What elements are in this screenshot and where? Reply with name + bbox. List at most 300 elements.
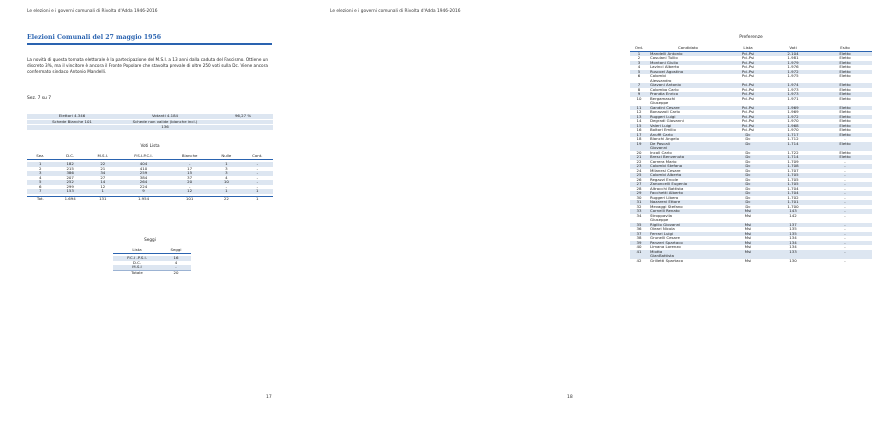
- votes-cell: 1: [211, 189, 242, 194]
- seggi-header-cell: Lista: [113, 248, 161, 253]
- preferences-cell: Msi: [728, 250, 768, 255]
- seggi-cell: P.C.I -P.S.I.: [113, 256, 161, 261]
- preferences-cell: 10: [630, 97, 648, 102]
- votes-cell: 259: [119, 171, 168, 176]
- preferences-cell: 1.705: [768, 178, 818, 183]
- preferences-cell: Eletto: [818, 119, 872, 124]
- votes-cell: -: [242, 171, 273, 176]
- preferences-cell: -: [818, 196, 872, 201]
- preferences-cell: Msi: [728, 227, 768, 232]
- preferences-cell: Pci-Psi: [728, 65, 768, 70]
- votes-cell: 3: [27, 171, 54, 176]
- preferences-cell: Giuseppe: [648, 218, 728, 223]
- preferences-cell: Blanchi Angelo: [648, 137, 728, 142]
- preferences-cell: Dc: [728, 160, 768, 165]
- preferences-cell: 7: [630, 83, 648, 88]
- preferences-cell: 16: [630, 128, 648, 133]
- preferences-cell: 19: [630, 142, 648, 147]
- votes-total-cell: 1.694: [54, 197, 87, 202]
- preferences-cell: Facchetti Alberto: [648, 191, 728, 196]
- summary-row-3: [27, 125, 273, 131]
- right-page: [300, 0, 851, 424]
- schede-bianche: Schede Bianche 101: [27, 119, 117, 125]
- preferences-cell: 1.709: [768, 160, 818, 165]
- running-head-right: Le elezioni e i governi comunali di Rivolta d'Adda 1946-2016: [330, 9, 461, 14]
- preferences-cell: Pci-Psi: [728, 106, 768, 111]
- preferences-cell: 1.973: [768, 88, 818, 93]
- seggi-header-cell: Seggi: [161, 248, 191, 253]
- preferences-cell: Eletto: [818, 110, 872, 115]
- preferences-cell: Eletto: [818, 70, 872, 75]
- preferences-cell: 40: [630, 245, 648, 250]
- preferences-table: [630, 46, 872, 263]
- preferences-cell: Msi: [728, 214, 768, 219]
- preferences-cell: Colombi Alberto: [648, 173, 728, 178]
- preferences-cell: 1.972: [768, 70, 818, 75]
- preferences-cell: 38: [630, 236, 648, 241]
- preferences-cell: Nazareni Ettore: [648, 200, 728, 205]
- preferences-cell: 135: [768, 227, 818, 232]
- preferences-cell: 2: [630, 56, 648, 61]
- preferences-cell: Pci-Psi: [728, 70, 768, 75]
- preferences-cell: Giavani Antonio: [648, 83, 728, 88]
- seggi-cell: D.C.: [113, 261, 161, 266]
- votes-cell: 207: [54, 176, 87, 181]
- preferences-cell: 1.704: [768, 191, 818, 196]
- votes-cell: 410: [119, 167, 168, 172]
- preferences-cell: Dc: [728, 182, 768, 187]
- votes-total-cell: 101: [168, 197, 211, 202]
- preferences-cell: 8: [630, 88, 648, 93]
- votes-cell: -: [242, 185, 273, 190]
- preferences-cell: Eletto: [818, 133, 872, 138]
- preferences-cell: 1.974: [768, 83, 818, 88]
- preferences-cell: 37: [630, 232, 648, 237]
- page-title: Elezioni Comunali del 27 maggio 1956: [27, 34, 162, 41]
- title-rule: [27, 43, 272, 45]
- votes-cell: 17: [168, 167, 211, 172]
- preferences-cell: 5: [630, 70, 648, 75]
- votes-cell: -: [242, 176, 273, 181]
- votes-header-cell: D.C.: [54, 154, 87, 159]
- votes-total-cell: 1: [242, 197, 273, 202]
- votanti: Votanti 4.184: [117, 114, 213, 119]
- votes-cell: 384: [119, 176, 168, 181]
- preferences-cell: 1.973: [768, 92, 818, 97]
- preferences-cell: 1.708: [768, 164, 818, 169]
- preferences-cell: 1: [630, 51, 648, 56]
- preferences-cell: Dc: [728, 200, 768, 205]
- preferences-cell: 34: [630, 214, 648, 219]
- votes-cell: 20: [168, 180, 211, 185]
- preferences-cell: 41: [630, 250, 648, 255]
- preferences-cell: 6: [630, 74, 648, 79]
- seggi-table: [113, 248, 191, 275]
- votes-table: [27, 154, 273, 202]
- preferences-cell: Pci-Psi: [728, 128, 768, 133]
- preferences-cell: 1.970: [768, 128, 818, 133]
- preferences-cell: Gandini Cesare: [648, 106, 728, 111]
- preferences-cell: Prandia Enrico: [648, 92, 728, 97]
- votes-cell: 3: [211, 167, 242, 172]
- preferences-cell: 1.972: [768, 115, 818, 120]
- preferences-cell: Eletto: [818, 56, 872, 61]
- preferences-cell: GianBattista: [648, 254, 728, 259]
- preferences-cell: Incoll Carlo: [648, 151, 728, 156]
- preferences-cell: -: [818, 250, 872, 255]
- preferences-cell: 28: [630, 187, 648, 192]
- votes-cell: 182: [54, 162, 87, 167]
- preferences-cell: Cornelli Renato: [648, 209, 728, 214]
- preferences-cell: Altrocchi Battista: [648, 187, 728, 192]
- preferences-cell: Montani Giulio: [648, 61, 728, 66]
- votes-cell: -: [168, 162, 211, 167]
- preferences-cell: -: [818, 182, 872, 187]
- preferences-row: [630, 259, 872, 264]
- preferences-cell: Boltori Emilio: [648, 128, 728, 133]
- preferences-cell: -: [818, 191, 872, 196]
- preferences-cell: 3: [630, 61, 648, 66]
- preferences-cell: Eletto: [818, 61, 872, 66]
- preferences-cell: De Pascali: [648, 142, 728, 147]
- preferences-cell: 1.705: [768, 173, 818, 178]
- left-page: [0, 0, 300, 424]
- preferences-cell: 1.981: [768, 56, 818, 61]
- preferences-cell: 15: [630, 124, 648, 129]
- sections-label: Sez. 7 su 7: [27, 96, 52, 101]
- preferences-cell: -: [818, 241, 872, 246]
- preferences-cell: Bresci Benvenuto: [648, 155, 728, 160]
- preferences-cell: 1.971: [768, 97, 818, 102]
- votes-cell: 5: [27, 180, 54, 185]
- intro-paragraph: La novità di questa tornata elettorale è la partecipazione del M.S.I. a 13 anni dalla caduta del Fascismo. Ottiene un discreto 3%, ma il vincitore è ancora il Fronte Popolare che stavolta prevale di oltre 250 voti sulla Dc. Viene ancora confermato sindaco Antonio Mandelli.: [27, 57, 269, 75]
- preferences-cell: Ruscoei Agostino: [648, 70, 728, 75]
- preferences-cell: Valeri Luigi: [648, 124, 728, 129]
- votes-cell: 404: [119, 162, 168, 167]
- preferences-cell: Regazzi Ercole: [648, 178, 728, 183]
- preferences-cell: Pci-Psi: [728, 56, 768, 61]
- preferences-cell: 130: [768, 259, 818, 264]
- preferences-cell: 1.968: [768, 124, 818, 129]
- preferences-cell: -: [818, 160, 872, 165]
- preferences-cell: 134: [768, 241, 818, 246]
- preferences-cell: Ruggeri Luigi: [648, 115, 728, 120]
- votes-cell: 9: [119, 189, 168, 194]
- votes-total-cell: 131: [87, 197, 119, 202]
- preferences-cell: Msi: [728, 241, 768, 246]
- preferences-cell: 1.722: [768, 151, 818, 156]
- preferences-cell: 33: [630, 209, 648, 214]
- votes-cell: 21: [87, 167, 119, 172]
- preferences-cell: Miotta: [648, 250, 728, 255]
- preferences-cell: -: [818, 209, 872, 214]
- preferences-caption: Preferenze: [739, 35, 763, 40]
- preferences-cell: Ruggeri Libero: [648, 196, 728, 201]
- preferences-cell: Eletto: [818, 124, 872, 129]
- preferences-cell: 1.712: [768, 137, 818, 142]
- preferences-cell: 4: [630, 65, 648, 70]
- preferences-cell: -: [818, 245, 872, 250]
- preferences-cell: Bonazzoli Carlo: [648, 110, 728, 115]
- preferences-cell: Alessandro: [648, 79, 728, 84]
- preferences-cell: Pci-Psi: [728, 110, 768, 115]
- votes-cell: 215: [54, 167, 87, 172]
- preferences-cell: Eletto: [818, 83, 872, 88]
- preferences-cell: 1.970: [768, 119, 818, 124]
- seggi-caption: Seggi: [144, 237, 156, 242]
- preferences-cell: Dc: [728, 151, 768, 156]
- preferences-cell: 35: [630, 223, 648, 228]
- preferences-cell: Pci-Psi: [728, 83, 768, 88]
- preferences-cell: Pci-Psi: [728, 124, 768, 129]
- seggi-total-row: [113, 270, 191, 275]
- page-number-right: 18: [567, 395, 573, 400]
- preferences-cell: 1.969: [768, 106, 818, 111]
- votes-header-cell: Sez.: [27, 154, 54, 159]
- preferences-cell: 1.714: [768, 155, 818, 160]
- schede-non-valide: Schede non valide (bianche incl.): [117, 119, 213, 125]
- preferences-header-cell: Lista: [728, 46, 768, 51]
- preferences-cell: 135: [768, 232, 818, 237]
- preferences-cell: 22: [630, 160, 648, 165]
- votes-cell: 6: [27, 185, 54, 190]
- preferences-cell: Pci-Psi: [728, 74, 768, 79]
- votes-cell: 4: [211, 176, 242, 181]
- preferences-cell: 13: [630, 115, 648, 120]
- preferences-cell: 1.705: [768, 182, 818, 187]
- preferences-cell: 39: [630, 241, 648, 246]
- preferences-cell: Dc: [728, 196, 768, 201]
- preferences-cell: Dc: [728, 205, 768, 210]
- preferences-cell: -: [818, 187, 872, 192]
- running-head-left: Le elezioni e i governi comunali di Rivolta d'Adda 1946-2016: [27, 9, 158, 14]
- votes-cell: 264: [119, 180, 168, 185]
- preferences-cell: Msi: [728, 245, 768, 250]
- preferences-cell: 137: [768, 223, 818, 228]
- preferences-cell: Pci-Psi: [728, 51, 768, 56]
- preferences-cell: Eletto: [818, 51, 872, 56]
- preferences-cell: Dc: [728, 169, 768, 174]
- preferences-cell: Msi: [728, 236, 768, 241]
- preferences-cell: Pci-Psi: [728, 119, 768, 124]
- preferences-cell: Limana Lorenzo: [648, 245, 728, 250]
- turnout-percent: 96,27 %: [213, 114, 273, 119]
- preferences-cell: Pci-Psi: [728, 88, 768, 93]
- votes-cell: 252: [54, 180, 87, 185]
- preferences-cell: Oleari Nicola: [648, 227, 728, 232]
- preferences-cell: -: [818, 223, 872, 228]
- preferences-cell: 1.702: [768, 196, 818, 201]
- preferences-cell: Dc: [728, 173, 768, 178]
- preferences-cell: -: [818, 214, 872, 219]
- votes-cell: 1: [87, 189, 119, 194]
- preferences-cell: Bergamaschi: [648, 97, 728, 102]
- votes-cell: 3: [211, 171, 242, 176]
- preferences-cell: 1.975: [768, 74, 818, 79]
- preferences-cell: Msi: [728, 232, 768, 237]
- preferences-cell: Dc: [728, 133, 768, 138]
- preferences-cell: Dc: [728, 187, 768, 192]
- preferences-cell: Dc: [728, 142, 768, 147]
- preferences-cell: -: [818, 178, 872, 183]
- preferences-cell: Dc: [728, 164, 768, 169]
- preferences-cell: Giovanni: [648, 146, 728, 151]
- preferences-cell: 12: [630, 110, 648, 115]
- preferences-cell: Eletto: [818, 65, 872, 70]
- preferences-cell: 1.717: [768, 133, 818, 138]
- votes-cell: 34: [87, 171, 119, 176]
- preferences-cell: Zanoncelli Eugenio: [648, 182, 728, 187]
- votes-header-cell: M.S.I.: [87, 154, 119, 159]
- preferences-cell: 142: [768, 214, 818, 219]
- votes-total-cell: 1.954: [119, 197, 168, 202]
- preferences-cell: Colombi: [648, 74, 728, 79]
- preferences-cell: -: [818, 259, 872, 264]
- preferences-cell: Eletto: [818, 97, 872, 102]
- votes-cell: 37: [168, 176, 211, 181]
- preferences-cell: Pci-Psi: [728, 92, 768, 97]
- preferences-cell: Dc: [728, 155, 768, 160]
- preferences-cell: Eletto: [818, 74, 872, 79]
- seggi-cell: 16: [161, 256, 191, 261]
- preferences-cell: 134: [768, 245, 818, 250]
- preferences-cell: 9: [630, 92, 648, 97]
- preferences-cell: Eletto: [818, 115, 872, 120]
- seggi-total-cell: Totale: [113, 270, 161, 275]
- preferences-cell: 27: [630, 182, 648, 187]
- elettori: Elettori 4.346: [27, 114, 117, 119]
- preferences-cell: 1.701: [768, 200, 818, 205]
- page-number-left: 17: [266, 395, 272, 400]
- preferences-cell: 11: [630, 106, 648, 111]
- preferences-cell: Lavinci Alberto: [648, 65, 728, 70]
- preferences-cell: 133: [768, 250, 818, 255]
- votes-cell: -: [168, 185, 211, 190]
- preferences-cell: -: [818, 169, 872, 174]
- preferences-cell: Msi: [728, 223, 768, 228]
- preferences-cell: Eletto: [818, 151, 872, 156]
- preferences-cell: -: [818, 137, 872, 142]
- preferences-cell: Degradi Giovanni: [648, 119, 728, 124]
- preferences-cell: 30: [630, 196, 648, 201]
- votes-cell: 1: [242, 189, 273, 194]
- votes-cell: 12: [168, 189, 211, 194]
- preferences-header-cell: Voti: [768, 46, 818, 51]
- preferences-cell: 1.704: [768, 187, 818, 192]
- preferences-cell: Mevaggi Stefano: [648, 205, 728, 210]
- preferences-cell: 29: [630, 191, 648, 196]
- preferences-cell: Eletto: [818, 142, 872, 147]
- preferences-cell: 2.104: [768, 51, 818, 56]
- preferences-cell: 1.976: [768, 65, 818, 70]
- votes-cell: -: [242, 162, 273, 167]
- votes-cell: 27: [87, 176, 119, 181]
- preferences-cell: Msi: [728, 209, 768, 214]
- preferences-cell: 1.707: [768, 169, 818, 174]
- votes-cell: 153: [54, 189, 87, 194]
- seggi-cell: M.S.I: [113, 265, 161, 270]
- preferences-cell: Panzeri Spartaco: [648, 241, 728, 246]
- preferences-cell: -: [818, 164, 872, 169]
- votes-cell: -: [242, 180, 273, 185]
- preferences-cell: Colombi Stefano: [648, 164, 728, 169]
- votes-total-row: [27, 197, 273, 202]
- preferences-cell: 31: [630, 200, 648, 205]
- preferences-cell: Pci-Psi: [728, 115, 768, 120]
- preferences-cell: 32: [630, 205, 648, 210]
- preferences-cell: Eletto: [818, 106, 872, 111]
- preferences-cell: Cosulani Tullio: [648, 56, 728, 61]
- votes-header-cell: Cont.: [242, 154, 273, 159]
- preferences-cell: Milanesi Cesare: [648, 169, 728, 174]
- preferences-cell: Giuseppe: [648, 101, 728, 106]
- preferences-cell: Mandelli Antonio: [648, 51, 728, 56]
- preferences-cell: 1.979: [768, 61, 818, 66]
- preferences-cell: 1.714: [768, 142, 818, 147]
- votes-cell: -: [242, 167, 273, 172]
- preferences-cell: Pci-Psi: [728, 61, 768, 66]
- preferences-header-cell: Ord.: [630, 46, 648, 51]
- preferences-cell: 1.700: [768, 205, 818, 210]
- seggi-total-cell: 20: [161, 270, 191, 275]
- preferences-cell: Dc: [728, 137, 768, 142]
- preferences-cell: Eletto: [818, 128, 872, 133]
- preferences-cell: Pci-Psi: [728, 97, 768, 102]
- preferences-cell: Carrera Mario: [648, 160, 728, 165]
- votes-cell: 10: [211, 180, 242, 185]
- seggi-cell: 4: [161, 261, 191, 266]
- preferences-cell: 24: [630, 169, 648, 174]
- votes-cell: 7: [27, 189, 54, 194]
- preferences-cell: 143: [768, 209, 818, 214]
- preferences-cell: Grilletti Spartaco: [648, 259, 728, 264]
- votes-cell: 2: [27, 167, 54, 172]
- votes-cell: 22: [87, 162, 119, 167]
- votes-row: [27, 189, 273, 194]
- preferences-cell: Msi: [728, 259, 768, 264]
- schede-non-valide-value: 136: [117, 125, 213, 131]
- votes-cell: 15: [168, 171, 211, 176]
- preferences-cell: 36: [630, 227, 648, 232]
- preferences-cell: 14: [630, 119, 648, 124]
- votes-cell: 386: [54, 171, 87, 176]
- preferences-cell: 25: [630, 173, 648, 178]
- votes-caption: Voti Lista: [140, 143, 160, 148]
- preferences-header-cell: Esito: [818, 46, 872, 51]
- preferences-cell: Colombo Carlo: [648, 88, 728, 93]
- votes-header-row: [27, 154, 273, 159]
- preferences-cell: 26: [630, 178, 648, 183]
- preferences-cell: Ferrari Luigi: [648, 232, 728, 237]
- summary-table: [27, 114, 273, 131]
- votes-cell: 299: [54, 185, 87, 190]
- preferences-cell: -: [818, 227, 872, 232]
- preferences-cell: 134: [768, 236, 818, 241]
- votes-cell: 224: [119, 185, 168, 190]
- preferences-cell: -: [818, 200, 872, 205]
- preferences-cell: Eletto: [818, 155, 872, 160]
- preferences-cell: Dc: [728, 191, 768, 196]
- preferences-cell: 1.969: [768, 110, 818, 115]
- votes-cell: 12: [87, 185, 119, 190]
- votes-cell: 14: [87, 180, 119, 185]
- preferences-cell: 42: [630, 259, 648, 264]
- preferences-cell: Anuffi Carlo: [648, 133, 728, 138]
- preferences-cell: -: [818, 205, 872, 210]
- votes-header-cell: P.S.I-P.C.I.: [119, 154, 168, 159]
- preferences-header-cell: Candidato: [648, 46, 728, 51]
- votes-header-cell: Nulle: [211, 154, 242, 159]
